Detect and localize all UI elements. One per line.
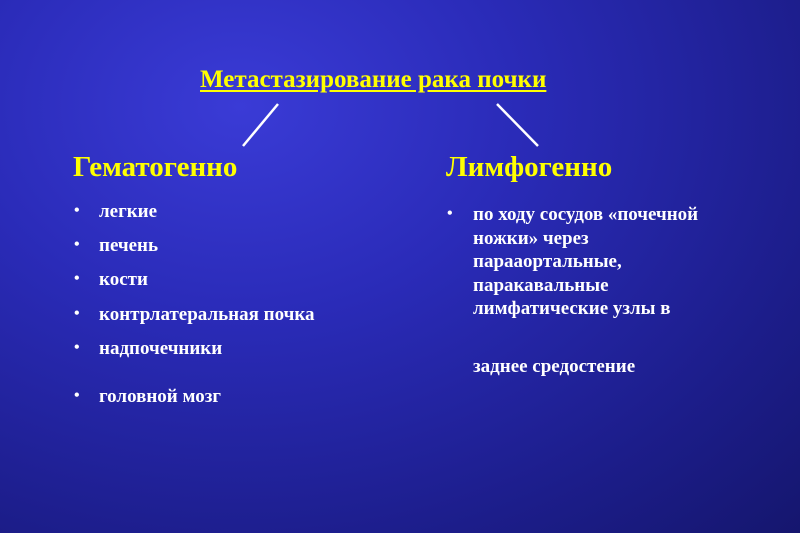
connector-left-line bbox=[243, 104, 278, 146]
bullet-dot: • bbox=[447, 205, 453, 222]
bullet-dot: • bbox=[74, 202, 80, 219]
list-item: кости bbox=[99, 269, 148, 290]
list-item: контрлатеральная почка bbox=[99, 304, 315, 325]
bullet-dot: • bbox=[74, 305, 80, 322]
connector-right-line bbox=[497, 104, 538, 146]
list-item-line: парааортальные, bbox=[473, 251, 622, 272]
list-item-line: паракавальные bbox=[473, 274, 609, 296]
list-item-line: заднее средостение bbox=[473, 356, 636, 377]
list-item: печень bbox=[99, 235, 159, 256]
bullet-dot: • bbox=[74, 339, 80, 356]
list-item-line: по ходу сосудов «почечной bbox=[473, 204, 699, 225]
list-item bbox=[473, 203, 773, 321]
bullet-dot: • bbox=[74, 236, 80, 253]
slide-title: Метастазирование рака почки bbox=[200, 66, 547, 93]
list-item: надпочечники bbox=[99, 338, 223, 359]
bullet-dot: • bbox=[74, 387, 80, 404]
right-column-heading: Лимфогенно bbox=[446, 151, 613, 183]
list-item: головной мозг bbox=[99, 386, 221, 407]
list-item-line: ножки» через bbox=[473, 227, 589, 249]
list-item: легкие bbox=[99, 201, 158, 222]
bullet-dot: • bbox=[74, 270, 80, 287]
left-column-heading: Гематогенно bbox=[73, 151, 238, 183]
list-item-line: лимфатические узлы в bbox=[473, 298, 671, 319]
